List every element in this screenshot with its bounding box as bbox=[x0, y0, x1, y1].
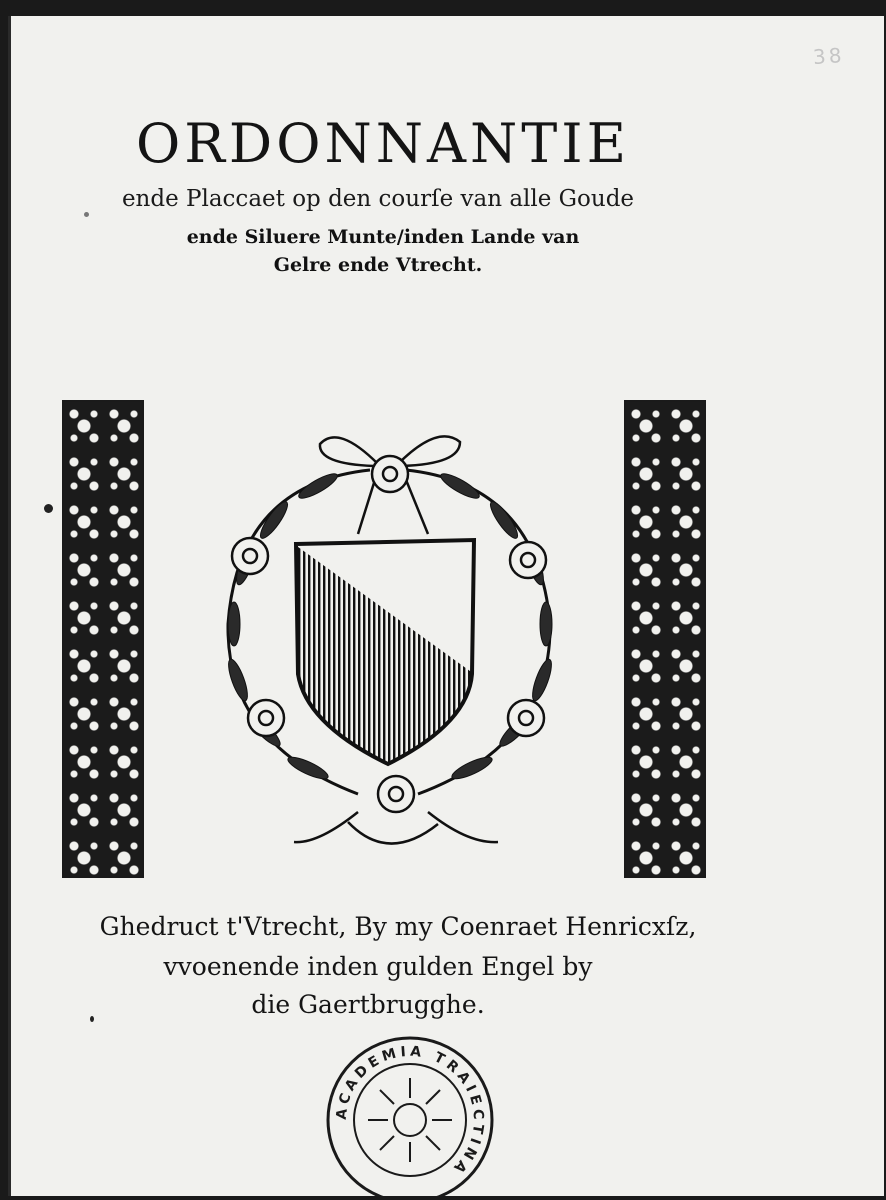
page-number: 38 bbox=[811, 42, 845, 70]
ink-speck bbox=[90, 1016, 94, 1022]
blackletter-line-1: ende Siluere Munte/inden Lande van bbox=[186, 226, 580, 248]
ink-speck bbox=[84, 212, 89, 217]
stamp-text: ACADEMIA TRAIECTINA bbox=[333, 1043, 487, 1179]
title: ORDONNANTIE bbox=[135, 112, 630, 175]
library-stamp-icon bbox=[324, 1034, 496, 1196]
coat-of-arms-emblem bbox=[198, 424, 578, 864]
imprint-line-3: die Gaertbrugghe. bbox=[251, 990, 485, 1019]
imprint-line-2: vvoenende inden gulden Engel by bbox=[163, 952, 593, 981]
subtitle: ende Placcaet op den courſe van alle Goude bbox=[121, 186, 635, 212]
lower-ribbon-icon bbox=[294, 812, 498, 844]
title-page bbox=[8, 16, 884, 1196]
right-ornamental-border bbox=[624, 400, 706, 878]
left-ornamental-border bbox=[62, 400, 144, 878]
sun-emblem-icon bbox=[368, 1078, 452, 1162]
ink-speck bbox=[44, 504, 53, 513]
blackletter-line-2: Gelre ende Vtrecht. bbox=[273, 254, 483, 276]
imprint-line-1: Ghedruct t'Vtrecht, By my Coenraet Henricxſz, bbox=[99, 912, 697, 941]
shield-icon bbox=[294, 540, 474, 769]
